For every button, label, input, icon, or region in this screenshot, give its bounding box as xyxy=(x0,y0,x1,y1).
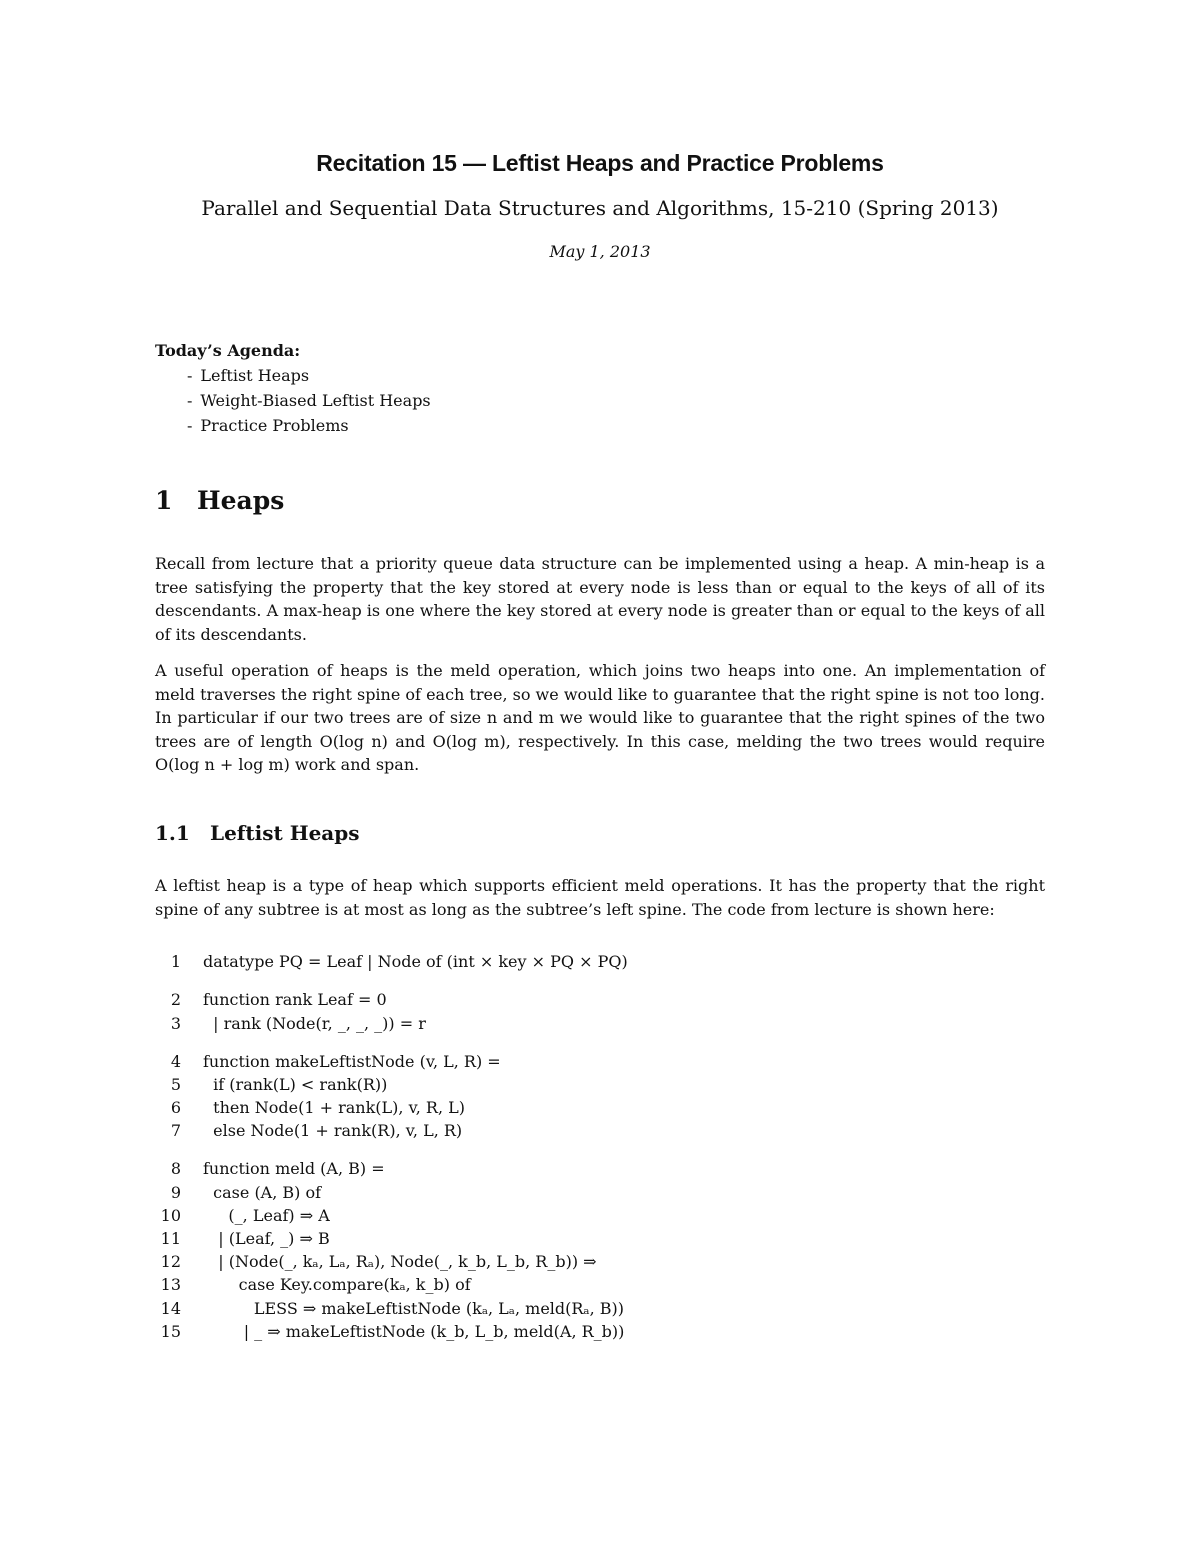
subsection-heading-leftist-heaps xyxy=(155,821,360,845)
code-text: function meld (A, B) = xyxy=(203,1159,385,1178)
code-text: else Node(1 + rank(R), v, L, R) xyxy=(203,1121,463,1140)
line-number: 10 xyxy=(160,1206,181,1225)
paragraph-heaps-intro: Recall from lecture that a priority queue data structure can be implemented using a heap. A min-heap is a tree satisfying the property that the key stored at every node is less than or equal to the keys of all of its descendants. A max-heap is one where the key stored at every node is greater than or equal to the keys of all of its descendants. xyxy=(155,554,1045,644)
code-text: if (rank(L) < rank(R)) xyxy=(203,1075,388,1094)
agenda-item: - Weight-Biased Leftist Heaps xyxy=(187,391,431,410)
line-number: 7 xyxy=(170,1121,181,1140)
document-title: Recitation 15 — Leftist Heaps and Practice Problems xyxy=(316,150,884,176)
agenda-list xyxy=(155,363,431,438)
code-text: (_, Leaf) ⇒ A xyxy=(203,1206,330,1225)
line-number: 1 xyxy=(170,952,181,971)
code-text: | (Node(_, kₐ, Lₐ, Rₐ), Node(_, k_b, L_b, R_b)) ⇒ xyxy=(203,1252,597,1271)
line-number: 15 xyxy=(160,1322,181,1341)
code-text: function rank Leaf = 0 xyxy=(203,990,387,1009)
code-text: case Key.compare(kₐ, k_b) of xyxy=(203,1275,471,1294)
document-subtitle: Parallel and Sequential Data Structures and Algorithms, 15-210 (Spring 2013) xyxy=(201,196,999,220)
agenda-item: - Leftist Heaps xyxy=(187,366,310,385)
section-heading-heaps xyxy=(155,486,284,515)
agenda-title: Today’s Agenda: xyxy=(155,341,301,360)
code-text: | _ ⇒ makeLeftistNode (k_b, L_b, meld(A, R_b)) xyxy=(203,1322,625,1341)
line-number: 12 xyxy=(160,1252,181,1271)
section-title: Heaps xyxy=(197,486,285,515)
code-text: datatype PQ = Leaf | Node of (int × key × PQ × PQ) xyxy=(203,952,628,971)
code-text: | rank (Node(r, _, _, _)) = r xyxy=(203,1014,426,1033)
line-number: 11 xyxy=(160,1229,181,1248)
line-number: 13 xyxy=(160,1275,181,1294)
code-text: case (A, B) of xyxy=(203,1183,322,1202)
code-text: then Node(1 + rank(L), v, R, L) xyxy=(203,1098,465,1117)
agenda xyxy=(155,338,431,438)
agenda-item: - Practice Problems xyxy=(187,416,349,435)
line-number: 3 xyxy=(170,1014,181,1033)
line-number: 9 xyxy=(170,1183,181,1202)
section-number: 1 xyxy=(155,486,173,515)
line-number: 8 xyxy=(170,1159,181,1178)
line-number: 14 xyxy=(160,1299,181,1318)
line-number: 6 xyxy=(170,1098,181,1117)
line-number: 4 xyxy=(170,1052,181,1071)
code-text: LESS ⇒ makeLeftistNode (kₐ, Lₐ, meld(Rₐ, B)) xyxy=(203,1299,625,1318)
line-number: 5 xyxy=(170,1075,181,1094)
subsection-title: Leftist Heaps xyxy=(210,821,360,845)
code-text: function makeLeftistNode (v, L, R) = xyxy=(203,1052,501,1071)
line-number: 2 xyxy=(170,990,181,1009)
document-date: May 1, 2013 xyxy=(549,242,651,261)
code-text: | (Leaf, _) ⇒ B xyxy=(203,1229,330,1248)
paragraph-meld: A useful operation of heaps is the meld operation, which joins two heaps into one. An implementation of meld traverses the right spine of each tree, so we would like to guarantee that the right spine is not too long. In particular if our two trees are of size n and m we would like to guarantee that the right spines of the two trees are of length O(log n) and O(log m), respectively. In this case, melding the two trees would require O(log n + log m) work and span. xyxy=(155,661,1045,774)
subsection-number: 1.1 xyxy=(155,821,190,845)
paragraph-leftist-intro: A leftist heap is a type of heap which supports efficient meld operations. It has the property that the right spine of any subtree is at most as long as the subtree’s left spine. The code from lecture is shown here: xyxy=(155,876,1045,919)
